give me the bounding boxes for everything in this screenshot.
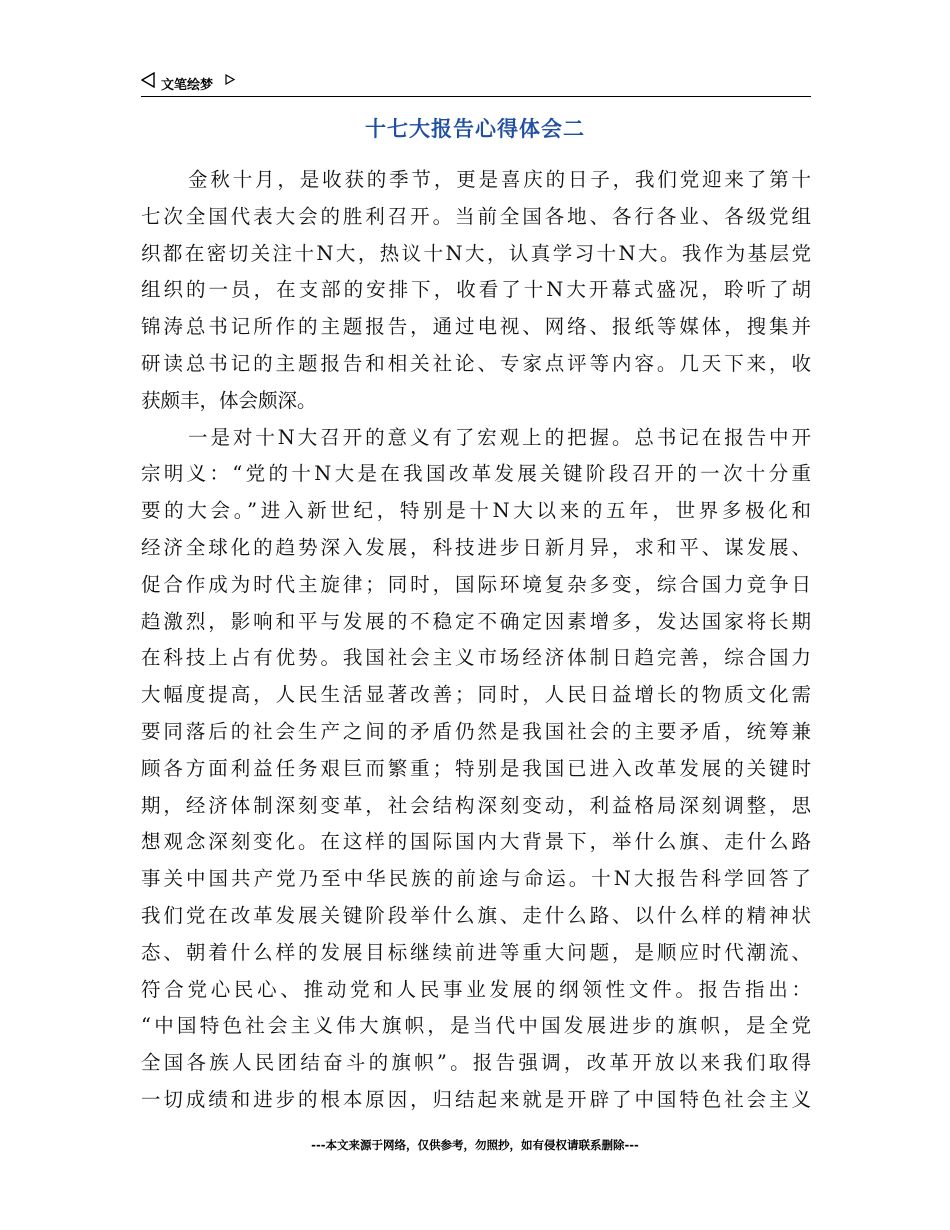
text-line: 大幅度提高，人民生活显著改善；同时，人民日益增长的物质文化需 xyxy=(141,683,811,707)
text-line: 趋激烈，影响和平与发展的不稳定不确定因素增多，发达国家将长期 xyxy=(141,609,811,633)
text-line: 研读总书记的主题报告和相关社论、专家点评等内容。几天下来，收 xyxy=(141,351,811,375)
text-line: 一是对十N大召开的意义有了宏观上的把握。总书记在报告中开 xyxy=(188,425,811,449)
text-line: 织都在密切关注十N大，热议十N大，认真学习十N大。我作为基层党 xyxy=(141,241,811,265)
triangle-left-icon xyxy=(141,72,155,88)
text-line: 顾各方面利益任务艰巨而繁重；特别是我国已进入改革发展的关键时 xyxy=(141,756,811,780)
text-line: 在科技上占有优势。我国社会主义市场经济体制日趋完善，综合国力 xyxy=(141,646,811,670)
triangle-right-icon xyxy=(225,74,235,85)
document-body xyxy=(141,162,811,1119)
text-line: 事关中国共产党乃至中华民族的前途与命运。十N大报告科学回答了 xyxy=(141,867,811,891)
text-line: 要同落后的社会生产之间的矛盾仍然是我国社会的主要矛盾，统筹兼 xyxy=(141,719,811,743)
text-line: 全国各族人民团结奋斗的旗帜”。报告强调，改革开放以来我们取得 xyxy=(141,1051,811,1075)
text-line: 我们党在改革发展关键阶段举什么旗、走什么路、以什么样的精神状 xyxy=(141,903,811,927)
header-brand: 文笔绘梦 xyxy=(161,78,214,93)
footer-disclaimer: ---本文来源于网络，仅供参考，勿照抄，如有侵权请联系删除--- xyxy=(311,1138,639,1152)
text-line: 一切成绩和进步的根本原因，归结起来就是开辟了中国特色社会主义 xyxy=(141,1087,811,1111)
text-line: 要的大会。”进入新世纪，特别是十N大以来的五年，世界多极化和 xyxy=(141,499,811,523)
text-line: 促合作成为时代主旋律；同时，国际环境复杂多变，综合国力竞争日 xyxy=(141,572,811,596)
text-line: “中国特色社会主义伟大旗帜，是当代中国发展进步的旗帜，是全党 xyxy=(141,1014,811,1038)
text-line: 获颇丰，体会颇深。 xyxy=(141,388,317,412)
text-line: 想观念深刻变化。在这样的国际国内大背景下，举什么旗、走什么路 xyxy=(141,830,811,854)
document-title: 十七大报告心得体会二 xyxy=(365,117,585,141)
text-line: 经济全球化的趋势深入发展，科技进步日新月异，求和平、谋发展、 xyxy=(141,535,811,559)
text-line: 组织的一员，在支部的安排下，收看了十N大开幕式盛况，聆听了胡 xyxy=(141,278,811,302)
text-line: 态、朝着什么样的发展目标继续前进等重大问题，是顺应时代潮流、 xyxy=(141,940,811,964)
page-header xyxy=(141,70,811,97)
text-line: 宗明义：“党的十N大是在我国改革发展关键阶段召开的一次十分重 xyxy=(141,462,811,486)
text-line: 符合党心民心、推动党和人民事业发展的纲领性文件。报告指出： xyxy=(141,977,811,1001)
text-line: 金秋十月，是收获的季节，更是喜庆的日子，我们党迎来了第十 xyxy=(188,168,811,191)
text-line: 锦涛总书记所作的主题报告，通过电视、网络、报纸等媒体，搜集并 xyxy=(141,315,811,339)
text-line: 期，经济体制深刻变革，社会结构深刻变动，利益格局深刻调整，思 xyxy=(141,793,811,817)
text-line: 七次全国代表大会的胜利召开。当前全国各地、各行各业、各级党组 xyxy=(141,204,811,228)
